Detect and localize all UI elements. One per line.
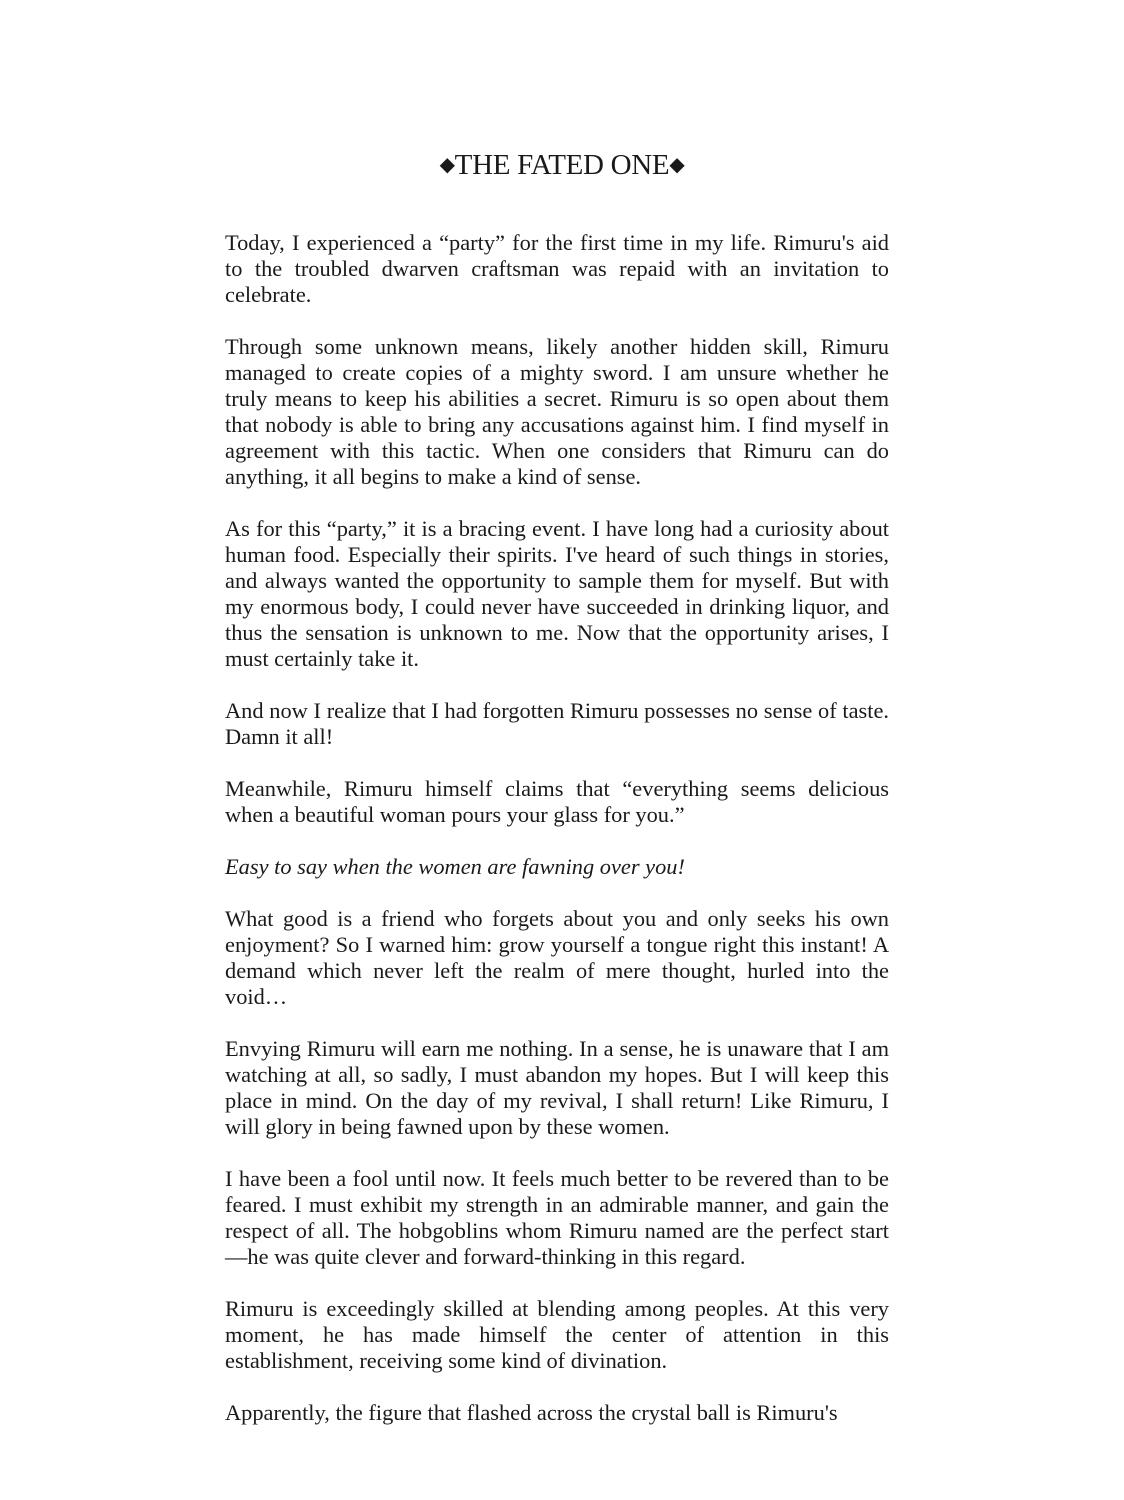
paragraph-3: As for this “party,” it is a bracing event. I have long had a curiosity about human food. Especially their spirits. I've heard of such things in stories, and always wanted the opportunity to sample them for myself. But with my enormous body, I could never have succeeded in drinking liquor, and thus the sensation is unknown to me. Now that the opportunity arises, I must certainly take it. xyxy=(225,516,889,671)
paragraph-11: Apparently, the figure that flashed across the crystal ball is Rimuru's xyxy=(225,1400,838,1425)
paragraph-6-italic: Easy to say when the women are fawning over you! xyxy=(225,854,685,879)
chapter-title-text: THE FATED ONE xyxy=(454,149,670,181)
paragraph-9: I have been a fool until now. It feels much better to be revered than to be feared. I must exhibit my strength in an admirable manner, and gain the respect of all. The hobgoblins whom Rimuru named are the perfect start—he was quite clever and forward-thinking in this regard. xyxy=(225,1166,889,1269)
paragraph-1: Today, I experienced a “party” for the first time in my life. Rimuru's aid to the troubled dwarven craftsman was repaid with an invitation to celebrate. xyxy=(225,230,889,307)
paragraph-10: Rimuru is exceedingly skilled at blending among peoples. At this very moment, he has made himself the center of attention in this establishment, receiving some kind of divination. xyxy=(225,1296,889,1373)
chapter-body xyxy=(225,230,889,1452)
paragraph-2: Through some unknown means, likely another hidden skill, Rimuru managed to create copies of a mighty sword. I am unsure whether he truly means to keep his abilities a secret. Rimuru is so open about them that nobody is able to bring any accusations against him. I find myself in agreement with this tactic. When one considers that Rimuru can do anything, it all begins to make a kind of sense. xyxy=(225,334,889,489)
paragraph-7: What good is a friend who forgets about you and only seeks his own enjoyment? So I warned him: grow yourself a tongue right this instant! A demand which never left the realm of mere thought, hurled into the void… xyxy=(225,906,889,1009)
paragraph-5: Meanwhile, Rimuru himself claims that “everything seems delicious when a beautiful woman pours your glass for you.” xyxy=(225,776,889,827)
paragraph-4: And now I realize that I had forgotten Rimuru possesses no sense of taste. Damn it all! xyxy=(225,698,889,749)
paragraph-8: Envying Rimuru will earn me nothing. In a sense, he is unaware that I am watching at all, so sadly, I must abandon my hopes. But I will keep this place in mind. On the day of my revival, I shall return! Like Rimuru, I will glory in being fawned upon by these women. xyxy=(225,1036,889,1139)
diamond-ornament-right: ◆ xyxy=(669,154,685,176)
diamond-ornament-left: ◆ xyxy=(439,154,455,176)
chapter-title xyxy=(0,147,1124,186)
